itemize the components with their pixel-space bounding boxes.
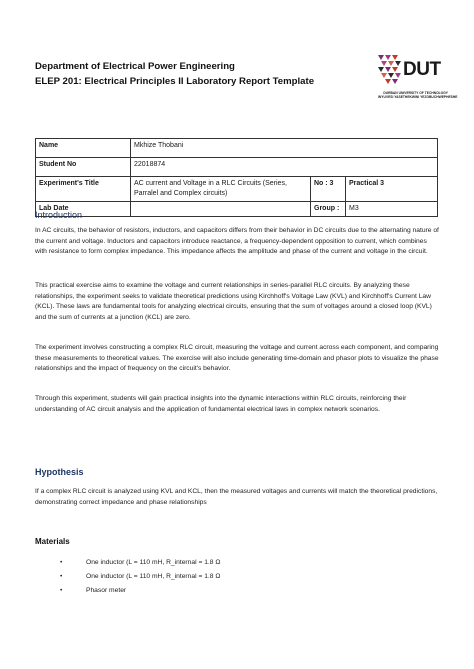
introduction-heading: Introduction bbox=[35, 210, 83, 220]
lab-date-label: Lab Date bbox=[36, 202, 131, 217]
introduction-paragraph-4: Through this experiment, students will gain practical insights into the dynamic interactions within RLC circuits, reinforcing their understanding of AC circuit analysis and the application of fundamental electrical laws in complex network scenarios. bbox=[35, 395, 407, 413]
list-item bbox=[60, 556, 220, 570]
bullet: • bbox=[60, 587, 63, 594]
group-value[interactable]: M3 bbox=[346, 202, 438, 217]
student-no-label: Student No bbox=[36, 158, 131, 177]
practical-label: Practical 3 bbox=[346, 177, 438, 202]
group-label: Group : bbox=[311, 202, 346, 217]
course-title: ELEP 201: Electrical Principles II Laboratory Report Template bbox=[35, 76, 315, 87]
material-item-2: One inductor (L = 110 mH, R_internal = 1.8 Ω bbox=[86, 573, 221, 580]
student-info-table bbox=[35, 138, 438, 217]
dut-logo bbox=[378, 55, 458, 115]
introduction-paragraph-1: In AC circuits, the behavior of resistors, inductors, and capacitors differs from their behavior in DC circuits due to the alternating nature of the current and voltage. Inductors and capacitors introduce reactance, a frequency-dependent opposition to current, which combines with resistance to form complex impedance. This impedance affects the amplitude and phase of the current and voltage in the circuit. bbox=[35, 227, 439, 255]
introduction-paragraph-2: This practical exercise aims to examine the voltage and current relationships in series-parallel RLC circuits. By analyzing these relationships, the experiment seeks to validate theoretical predictions using Kirchhoff's Voltage Law (KVL) and Kirchhoff's Current Law (KCL). These laws are fundamental tools for analyzing electrical circuits, ensuring that the sum of voltages around a closed loop (KVL) and the sum of currents at a junction (KCL) are zero. bbox=[35, 282, 432, 321]
introduction-paragraph-3: The experiment involves constructing a complex RLC circuit, measuring the voltage and current across each component, and comparing these measurements to theoretical values. The exercise will also include generating time-domain and phasor plots to visualize the phase relationships and the impact of frequency on the circuit's behavior. bbox=[35, 344, 439, 372]
list-item bbox=[60, 584, 220, 598]
materials-list bbox=[60, 556, 220, 598]
name-label: Name bbox=[36, 139, 131, 158]
hypothesis-heading: Hypothesis bbox=[35, 467, 84, 477]
hypothesis-text: If a complex RLC circuit is analyzed using KVL and KCL, then the measured voltages and currents will match the theoretical predictions, demonstrating correct impedance and phase relationships bbox=[35, 488, 438, 506]
table-row bbox=[36, 158, 438, 177]
department-title: Department of Electrical Power Engineering bbox=[35, 61, 235, 72]
experiment-title-label: Experiment's Title bbox=[36, 177, 131, 202]
experiment-number-label: No : 3 bbox=[311, 177, 346, 202]
dut-logo-mark-icon bbox=[378, 55, 406, 87]
logo-university-name bbox=[378, 91, 458, 100]
material-item-1: One inductor (L = 110 mH, R_internal = 1.8 Ω bbox=[86, 559, 221, 566]
table-row bbox=[36, 177, 438, 202]
table-row bbox=[36, 139, 438, 158]
materials-heading: Materials bbox=[35, 537, 70, 546]
material-item-3: Phasor meter bbox=[86, 587, 127, 594]
logo-line-1: DURBAN UNIVERSITY OF TECHNOLOGY bbox=[383, 91, 448, 95]
experiment-title-value[interactable]: AC current and Voltage in a RLC Circuits (Series, Parralel and Complex circuits) bbox=[131, 177, 311, 202]
name-value[interactable]: Mkhize Thobani bbox=[131, 139, 438, 158]
list-item bbox=[60, 570, 220, 584]
table-row bbox=[36, 202, 438, 217]
logo-wordmark: DUT bbox=[403, 59, 441, 80]
lab-date-value[interactable] bbox=[131, 202, 311, 217]
logo-line-2: INYUVESI YASETHEKWINI YEZOBUCHWEPHESHE bbox=[378, 95, 458, 100]
bullet: • bbox=[60, 559, 63, 566]
bullet: • bbox=[60, 573, 63, 580]
student-no-value[interactable]: 22018874 bbox=[131, 158, 438, 177]
